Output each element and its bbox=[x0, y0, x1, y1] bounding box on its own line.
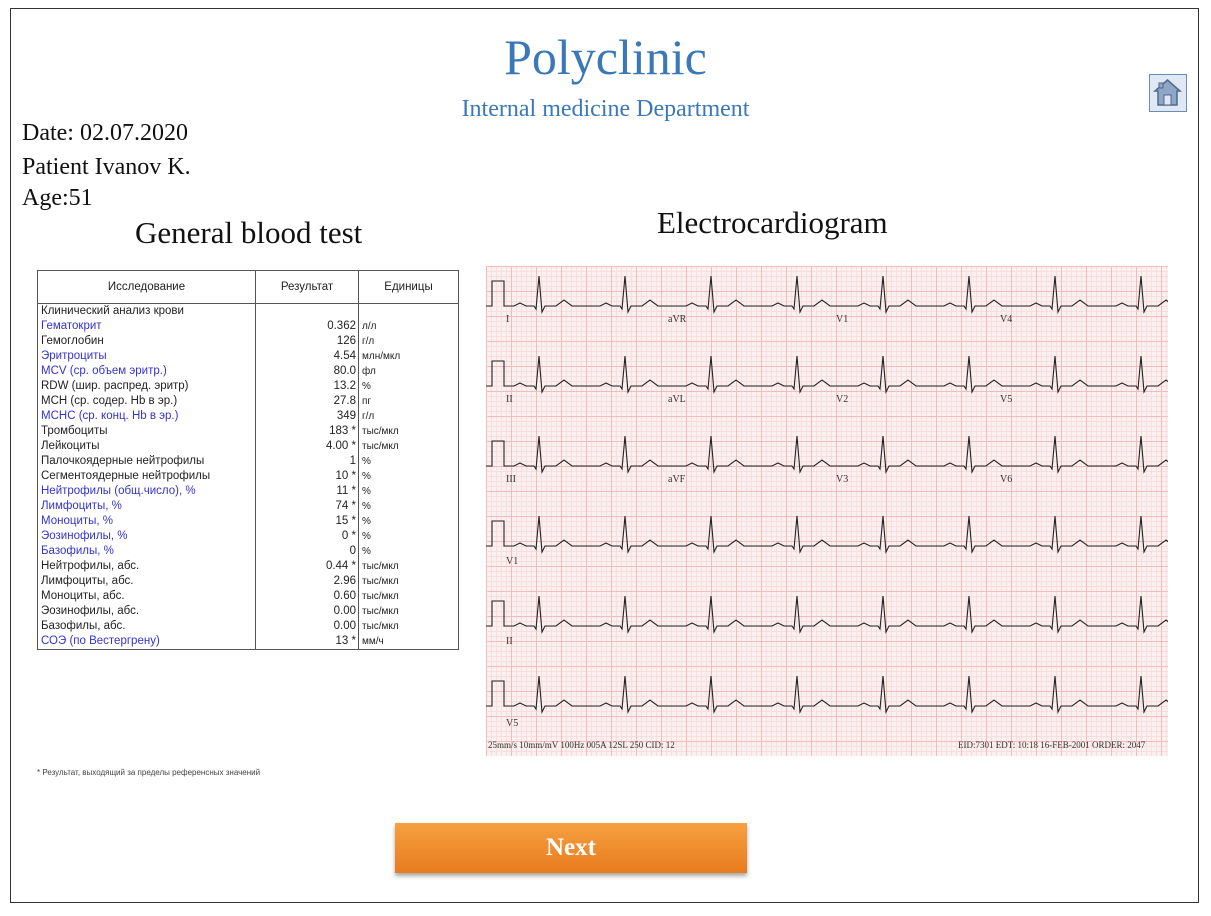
test-name: Лейкоциты bbox=[41, 440, 100, 452]
blood-test-rows bbox=[38, 304, 459, 650]
table-row bbox=[38, 544, 459, 559]
test-result: 13 * bbox=[256, 634, 359, 650]
test-name: Сегментоядерные нейтрофилы bbox=[41, 470, 211, 482]
test-result: 0.44 * bbox=[256, 559, 359, 574]
ecg-lead-label: V2 bbox=[836, 394, 849, 405]
ecg-title: Electrocardiogram bbox=[657, 205, 888, 240]
table-row bbox=[38, 409, 459, 424]
test-result: 0.60 bbox=[256, 589, 359, 604]
test-name[interactable]: Эозинофилы, % bbox=[41, 530, 128, 542]
test-result: 80.0 bbox=[256, 364, 359, 379]
ecg-lead-label: V3 bbox=[836, 474, 849, 485]
department-subtitle: Internal medicine Department bbox=[461, 96, 750, 122]
ecg-lead-trace bbox=[486, 276, 1168, 312]
test-name[interactable]: Лимфоциты, % bbox=[41, 500, 122, 512]
test-name: Гемоглобин bbox=[41, 335, 104, 347]
test-unit: тыс/мкл bbox=[359, 574, 459, 589]
test-unit: % bbox=[359, 544, 459, 559]
ecg-lead-trace bbox=[486, 516, 1168, 552]
test-name[interactable]: Моноциты, % bbox=[41, 515, 114, 527]
ecg-lead-trace bbox=[486, 356, 1168, 392]
test-result: 183 * bbox=[256, 424, 359, 439]
table-row bbox=[38, 394, 459, 409]
test-unit: тыс/мкл bbox=[359, 559, 459, 574]
table-row bbox=[38, 334, 459, 349]
ecg-lead-label: I bbox=[506, 314, 510, 325]
test-result: 0 * bbox=[256, 529, 359, 544]
test-unit: % bbox=[359, 454, 459, 469]
table-row bbox=[38, 319, 459, 334]
test-result: 15 * bbox=[256, 514, 359, 529]
test-unit: мм/ч bbox=[359, 634, 459, 650]
test-name[interactable]: MCV (ср. объем эритр.) bbox=[41, 365, 167, 377]
ecg-footer-left: 25mm/s 10mm/mV 100Hz 005A 12SL 250 CID: 12 bbox=[488, 740, 675, 750]
table-row bbox=[38, 349, 459, 364]
ecg-lead-label: aVF bbox=[668, 474, 686, 485]
ecg-lead-label: V5 bbox=[506, 718, 519, 729]
patient-age: Age:51 bbox=[22, 185, 93, 211]
test-unit: % bbox=[359, 514, 459, 529]
column-header: Единицы bbox=[359, 271, 459, 304]
test-unit: тыс/мкл bbox=[359, 604, 459, 619]
test-result: 0 bbox=[256, 544, 359, 559]
ecg-footer-right: EID:7301 EDT: 10:18 16-FEB-2001 ORDER: 2047 bbox=[958, 740, 1146, 750]
test-result: 13.2 bbox=[256, 379, 359, 394]
ecg-lead-trace bbox=[486, 436, 1168, 472]
test-unit: л/л bbox=[359, 319, 459, 334]
test-unit: пг bbox=[359, 394, 459, 409]
test-unit: % bbox=[359, 529, 459, 544]
test-result: 2.96 bbox=[256, 574, 359, 589]
table-row bbox=[38, 619, 459, 634]
test-result: 4.54 bbox=[256, 349, 359, 364]
test-name: Тромбоциты bbox=[41, 425, 108, 437]
test-unit: тыс/мкл bbox=[359, 589, 459, 604]
table-header-row bbox=[38, 271, 459, 304]
table-row bbox=[38, 439, 459, 454]
test-name[interactable]: СОЭ (по Вестергрену) bbox=[41, 635, 160, 647]
test-result: 0.00 bbox=[256, 604, 359, 619]
test-unit: % bbox=[359, 379, 459, 394]
patient-name: Patient Ivanov K. bbox=[22, 154, 191, 180]
home-button[interactable] bbox=[1149, 74, 1187, 112]
test-result: 4.00 * bbox=[256, 439, 359, 454]
test-unit bbox=[359, 304, 459, 320]
table-row bbox=[38, 379, 459, 394]
table-row bbox=[38, 469, 459, 484]
page-title: Polyclinic bbox=[504, 29, 707, 85]
test-result: 349 bbox=[256, 409, 359, 424]
ecg-lead-label: III bbox=[506, 474, 516, 485]
test-name[interactable]: Эритроциты bbox=[41, 350, 107, 362]
ecg-strip bbox=[486, 266, 1168, 756]
test-unit: фл bbox=[359, 364, 459, 379]
test-unit: % bbox=[359, 469, 459, 484]
test-name[interactable]: MCHC (ср. конц. Hb в эр.) bbox=[41, 410, 179, 422]
test-name: Клинический анализ крови bbox=[41, 305, 184, 317]
blood-test-table bbox=[37, 270, 459, 650]
test-name: Палочкоядерные нейтрофилы bbox=[41, 455, 205, 467]
table-row bbox=[38, 604, 459, 619]
ecg-lead-label: II bbox=[506, 394, 513, 405]
ecg-lead-label: V6 bbox=[1000, 474, 1013, 485]
table-row bbox=[38, 424, 459, 439]
test-unit: % bbox=[359, 499, 459, 514]
table-row bbox=[38, 574, 459, 589]
ecg-lead-label: V4 bbox=[1000, 314, 1013, 325]
test-unit: г/л bbox=[359, 334, 459, 349]
test-name[interactable]: Базофилы, % bbox=[41, 545, 114, 557]
table-row bbox=[38, 364, 459, 379]
table-row bbox=[38, 514, 459, 529]
table-row bbox=[38, 529, 459, 544]
test-unit: тыс/мкл bbox=[359, 439, 459, 454]
next-button[interactable]: Next bbox=[395, 823, 747, 873]
test-name: Лимфоциты, абс. bbox=[41, 575, 134, 587]
test-result: 11 * bbox=[256, 484, 359, 499]
ecg-lead-trace bbox=[486, 676, 1168, 712]
test-result: 126 bbox=[256, 334, 359, 349]
test-unit: тыс/мкл bbox=[359, 424, 459, 439]
column-header: Исследование bbox=[38, 271, 256, 304]
test-unit: г/л bbox=[359, 409, 459, 424]
ecg-lead-label: aVL bbox=[668, 394, 686, 405]
test-unit: тыс/мкл bbox=[359, 619, 459, 634]
table-row bbox=[38, 559, 459, 574]
test-result: 27.8 bbox=[256, 394, 359, 409]
test-name: MCH (ср. содер. Hb в эр.) bbox=[41, 395, 178, 407]
exam-date: Date: 02.07.2020 bbox=[22, 120, 188, 146]
test-result: 1 bbox=[256, 454, 359, 469]
ecg-trace bbox=[486, 266, 1168, 756]
test-name: Моноциты, абс. bbox=[41, 590, 125, 602]
test-name: Базофилы, абс. bbox=[41, 620, 126, 632]
ecg-lead-label: V1 bbox=[836, 314, 849, 325]
test-unit: млн/мкл bbox=[359, 349, 459, 364]
table-row bbox=[38, 304, 459, 320]
test-name: Нейтрофилы, абс. bbox=[41, 560, 140, 572]
test-result bbox=[256, 304, 359, 320]
table-row bbox=[38, 499, 459, 514]
table-footnote: * Результат, выходящий за пределы референсных значений bbox=[37, 768, 261, 777]
test-name: RDW (шир. распред. эритр) bbox=[41, 380, 189, 392]
table-row bbox=[38, 589, 459, 604]
test-unit: % bbox=[359, 484, 459, 499]
test-result: 74 * bbox=[256, 499, 359, 514]
home-icon bbox=[1150, 75, 1185, 110]
ecg-lead-trace bbox=[486, 596, 1168, 632]
test-name[interactable]: Гематокрит bbox=[41, 320, 102, 332]
test-result: 0.362 bbox=[256, 319, 359, 334]
test-name[interactable]: Нейтрофилы (общ.число), % bbox=[41, 485, 196, 497]
ecg-lead-label: V5 bbox=[1000, 394, 1013, 405]
ecg-lead-label: V1 bbox=[506, 556, 519, 567]
test-result: 10 * bbox=[256, 469, 359, 484]
table-row bbox=[38, 634, 459, 650]
ecg-lead-label: II bbox=[506, 636, 513, 647]
table-row bbox=[38, 454, 459, 469]
test-result: 0.00 bbox=[256, 619, 359, 634]
table-row bbox=[38, 484, 459, 499]
column-header: Результат bbox=[256, 271, 359, 304]
test-name: Эозинофилы, абс. bbox=[41, 605, 140, 617]
blood-test-title: General blood test bbox=[135, 215, 363, 250]
ecg-lead-label: aVR bbox=[668, 314, 687, 325]
